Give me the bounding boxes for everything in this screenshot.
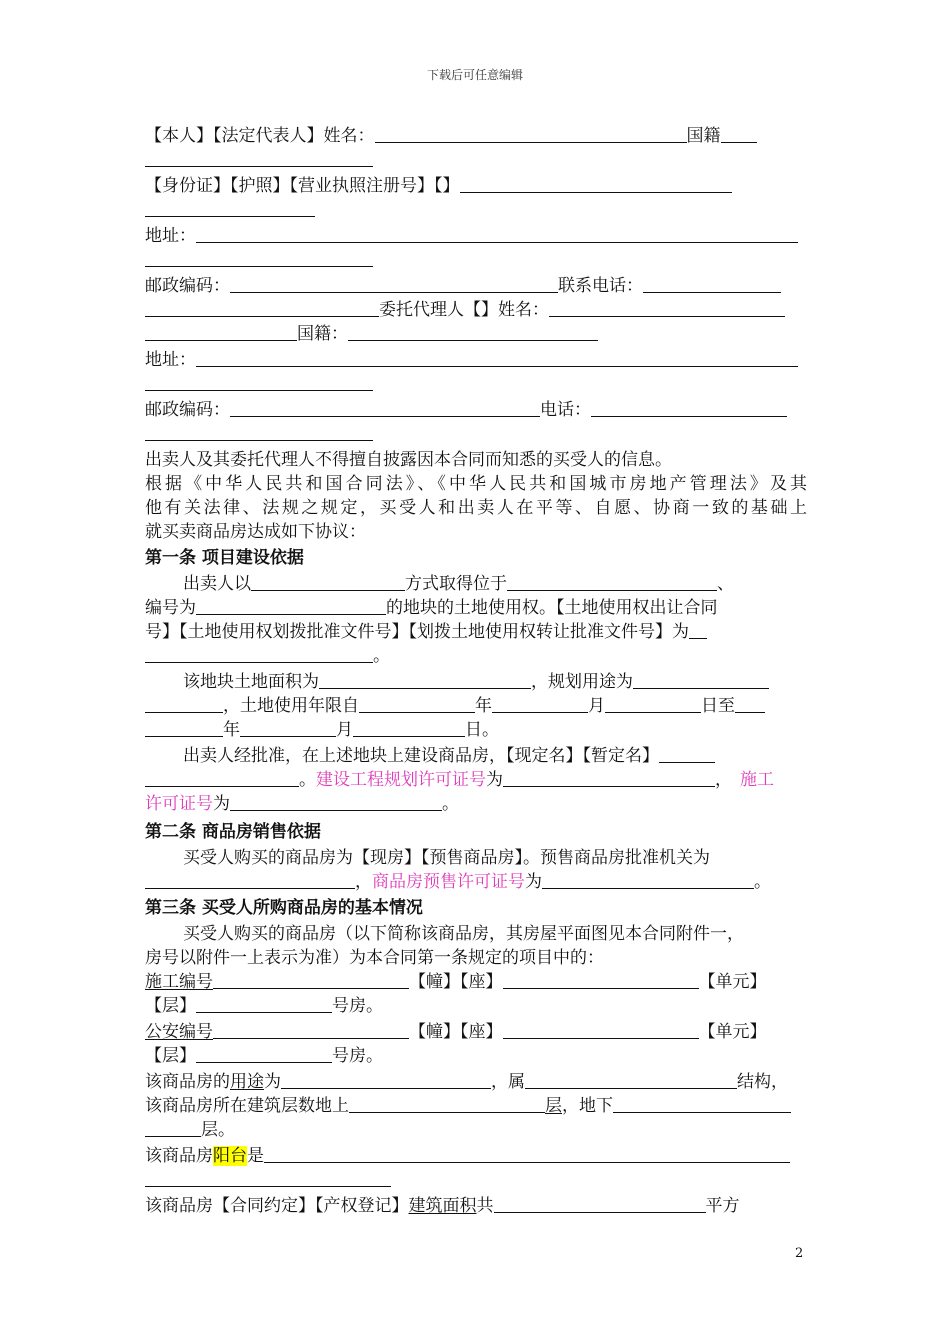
agent-postcode-blank[interactable] <box>230 399 540 417</box>
text: 【单元】 <box>698 1022 767 1042</box>
text: 出卖人经批准，在上述地块上建设商品房，【现定名】【暂定名】 <box>183 746 659 766</box>
identity-line <box>145 124 757 148</box>
text: 月 <box>336 720 353 740</box>
article1-title: 第一条 项目建设依据 <box>145 548 304 568</box>
address-line <box>145 224 798 248</box>
text: 【层】 <box>145 996 196 1016</box>
construction-permit-label: 施工 <box>740 770 774 790</box>
address-label: 地址： <box>145 226 196 246</box>
presale-permit-label: 商品房预售许可证号 <box>372 872 525 892</box>
page-number: 2 <box>795 1246 804 1261</box>
text: 出卖人以 <box>183 574 251 594</box>
text: ，地下 <box>562 1096 613 1116</box>
text: 年 <box>475 696 492 716</box>
article1-p3-line2 <box>145 768 774 792</box>
agent-label: 委托代理人【】姓名： <box>379 300 549 320</box>
article2-title: 第二条 商品房销售依据 <box>145 822 321 842</box>
start-year-blank[interactable] <box>359 695 475 713</box>
text: 为 <box>213 794 230 814</box>
planned-use-blank[interactable] <box>633 671 769 689</box>
article2-p1-line2 <box>145 870 771 894</box>
agent-address-label: 地址： <box>145 350 196 370</box>
acquisition-method-blank[interactable] <box>251 573 405 591</box>
text: 为 <box>525 872 542 892</box>
planning-permit-blank[interactable] <box>503 769 715 787</box>
agent-address-blank-cont[interactable] <box>145 373 373 391</box>
floors-above-blank[interactable] <box>349 1095 545 1113</box>
use-line <box>145 1070 788 1094</box>
text: 平方 <box>705 1196 740 1216</box>
agent-nationality-blank[interactable] <box>348 323 598 341</box>
address-blank[interactable] <box>196 225 798 243</box>
construction-no-line <box>145 970 767 994</box>
police-no-label: 公安编号 <box>145 1022 213 1042</box>
agent-phone-blank[interactable] <box>591 399 787 417</box>
text: ，属 <box>491 1072 525 1092</box>
text: 。 <box>754 872 771 892</box>
floor-room-blank[interactable] <box>196 995 332 1013</box>
agent-postcode-line <box>145 398 787 422</box>
phone-label: 联系电话： <box>558 276 643 296</box>
text: 。 <box>442 794 459 814</box>
nationality-blank-cont[interactable] <box>145 149 373 167</box>
text: 月 <box>588 696 605 716</box>
end-year-blank-cont[interactable] <box>145 719 223 737</box>
blank-line <box>145 148 373 172</box>
construction-no-label: 施工编号 <box>145 972 213 992</box>
postcode-blank[interactable] <box>230 275 558 293</box>
blank-line <box>145 248 373 272</box>
text: 的地块的土地使用权。【土地使用权出让合同 <box>386 598 718 618</box>
preamble-line-3: 就买卖商品房达成如下协议： <box>145 522 366 542</box>
article2-p1-line1 <box>145 846 710 870</box>
text: 结构， <box>737 1072 788 1092</box>
construction-no-blank[interactable] <box>213 971 409 989</box>
text: 该商品房的 <box>145 1072 230 1092</box>
text: 号房。 <box>332 996 383 1016</box>
agent-name-blank[interactable] <box>549 299 785 317</box>
land-area-blank[interactable] <box>319 671 531 689</box>
floors-below-blank[interactable] <box>613 1095 791 1113</box>
phone-blank-cont[interactable] <box>145 299 379 317</box>
text: 该地块土地面积为 <box>183 672 319 692</box>
article1-p2-line2 <box>145 694 765 718</box>
name-blank[interactable] <box>375 125 687 143</box>
end-day-blank[interactable] <box>353 719 465 737</box>
agent-address-line <box>145 348 798 372</box>
floors-line <box>145 1094 791 1118</box>
police-no-blank[interactable] <box>213 1021 409 1039</box>
police-floor-line <box>145 1044 383 1068</box>
structure-blank[interactable] <box>525 1071 737 1089</box>
text: 【层】 <box>145 1046 196 1066</box>
article1-p3-line1 <box>145 744 715 768</box>
text: 【幢】【座】 <box>409 972 503 992</box>
blank-line <box>145 422 373 446</box>
floors-below-blank-cont[interactable] <box>145 1119 201 1137</box>
text: 该商品房所在建筑层数地上 <box>145 1096 349 1116</box>
planned-use-blank-cont[interactable] <box>145 695 223 713</box>
agent-line <box>145 298 785 322</box>
header-note: 下载后可任意编辑 <box>426 68 523 82</box>
floors-label: 层 <box>545 1096 562 1116</box>
text: 、 <box>717 574 734 594</box>
text: 买受人购买的商品房为【现房】【预售商品房】。预售商品房批准机关为 <box>183 848 710 868</box>
area-line <box>145 1194 740 1218</box>
permit-number-blank[interactable] <box>689 621 707 639</box>
project-name-blank-cont[interactable] <box>145 769 299 787</box>
blank-line <box>145 198 315 222</box>
presale-authority-blank[interactable] <box>145 871 355 889</box>
text: 该商品房【合同约定】【产权登记】 <box>145 1196 409 1216</box>
article3-title: 第三条 买受人所购商品房的基本情况 <box>145 898 423 918</box>
start-day-blank[interactable] <box>605 695 701 713</box>
phone-blank[interactable] <box>643 275 781 293</box>
id-number-blank-cont[interactable] <box>145 199 315 217</box>
article3-p1-line2: 房号以附件一上表示为准）为本合同第一条规定的项目中的： <box>145 948 604 968</box>
text: 。 <box>299 770 316 790</box>
start-month-blank[interactable] <box>492 695 588 713</box>
construction-permit-label-cont: 许可证号 <box>145 794 213 814</box>
agent-address-blank[interactable] <box>196 349 798 367</box>
construction-permit-blank[interactable] <box>230 793 442 811</box>
article1-p1-line4 <box>145 644 390 668</box>
construction-floor-line <box>145 994 383 1018</box>
agent-name-blank-cont[interactable] <box>145 323 297 341</box>
postcode-label: 邮政编码： <box>145 276 230 296</box>
text: 为 <box>486 770 503 790</box>
balcony-blank[interactable] <box>264 1145 790 1163</box>
agent-nationality-line <box>145 322 598 346</box>
balcony-line <box>145 1144 790 1168</box>
article1-p1-line1 <box>145 572 734 596</box>
agent-phone-blank-cont[interactable] <box>145 423 373 441</box>
text: 该商品房 <box>145 1146 213 1166</box>
permit-number-blank-cont[interactable] <box>145 645 373 663</box>
seat-blank[interactable] <box>503 971 699 989</box>
building-area-label: 建筑面积 <box>408 1196 477 1216</box>
balcony-label: 阳台 <box>213 1146 247 1166</box>
article1-p1-line3 <box>145 620 707 644</box>
police-no-line <box>145 1020 767 1044</box>
preamble-line-1: 根据《中华人民共和国合同法》、《中华人民共和国城市房地产管理法》及其 <box>145 474 807 494</box>
nationality-blank[interactable] <box>721 125 757 143</box>
article3-p1-line1: 买受人购买的商品房（以下简称该商品房，其房屋平面图见本合同附件一， <box>183 924 744 944</box>
id-type-line <box>145 174 732 198</box>
text: ，规划用途为 <box>531 672 633 692</box>
plot-number-blank[interactable] <box>196 597 386 615</box>
article1-p2-line1 <box>145 670 769 694</box>
text: 共 <box>476 1196 494 1216</box>
article1-p2-line3 <box>145 718 499 742</box>
planning-permit-label: 建设工程规划许可证号 <box>316 770 486 790</box>
end-month-blank[interactable] <box>240 719 336 737</box>
text: ， <box>715 770 732 790</box>
nationality-label: 国籍 <box>686 126 721 146</box>
end-year-blank[interactable] <box>735 695 765 713</box>
identity-label: 【本人】【法定代表人】姓名： <box>145 126 375 146</box>
agent-phone-label: 电话： <box>540 400 591 420</box>
article1-p1-line2 <box>145 596 718 620</box>
address-blank-cont[interactable] <box>145 249 373 267</box>
floor-room-blank[interactable] <box>196 1045 332 1063</box>
text: 日至 <box>701 696 735 716</box>
use-blank[interactable] <box>281 1071 491 1089</box>
text: 【幢】【座】 <box>409 1022 503 1042</box>
text: ， <box>355 872 372 892</box>
use-label: 用途 <box>230 1072 264 1092</box>
agent-nationality-label: 国籍： <box>297 324 348 344</box>
text: 号房。 <box>332 1046 383 1066</box>
building-area-blank[interactable] <box>494 1195 706 1213</box>
text: 方式取得位于 <box>405 574 507 594</box>
article1-p3-line3 <box>145 792 459 816</box>
text: 层。 <box>201 1120 235 1140</box>
text: 是 <box>247 1146 264 1166</box>
agent-postcode-label: 邮政编码： <box>145 400 230 420</box>
text: ，土地使用年限自 <box>223 696 359 716</box>
text: 号】【土地使用权划拨批准文件号】【划拨土地使用权转让批准文件号】为 <box>145 622 689 642</box>
text: 为 <box>264 1072 281 1092</box>
presale-permit-blank[interactable] <box>542 871 754 889</box>
balcony-blank-cont[interactable] <box>145 1169 391 1187</box>
blank-line <box>145 372 373 396</box>
text: 【单元】 <box>698 972 767 992</box>
blank-line <box>145 1168 391 1192</box>
seat-blank[interactable] <box>503 1021 699 1039</box>
text: 日。 <box>465 720 499 740</box>
location-blank[interactable] <box>507 573 717 591</box>
text: 。 <box>373 646 390 666</box>
postcode-line <box>145 274 781 298</box>
project-name-blank[interactable] <box>659 745 715 763</box>
text: 年 <box>223 720 240 740</box>
floors-line-2 <box>145 1118 235 1142</box>
preamble-line-2: 他有关法律、法规之规定，买受人和出卖人在平等、自愿、协商一致的基础上 <box>145 498 807 518</box>
text: 编号为 <box>145 598 196 618</box>
id-number-blank[interactable] <box>460 175 732 193</box>
confidentiality-clause: 出卖人及其委托代理人不得擅自披露因本合同而知悉的买受人的信息。 <box>145 450 672 470</box>
id-types-label: 【身份证】【护照】【营业执照注册号】【】 <box>145 176 460 196</box>
